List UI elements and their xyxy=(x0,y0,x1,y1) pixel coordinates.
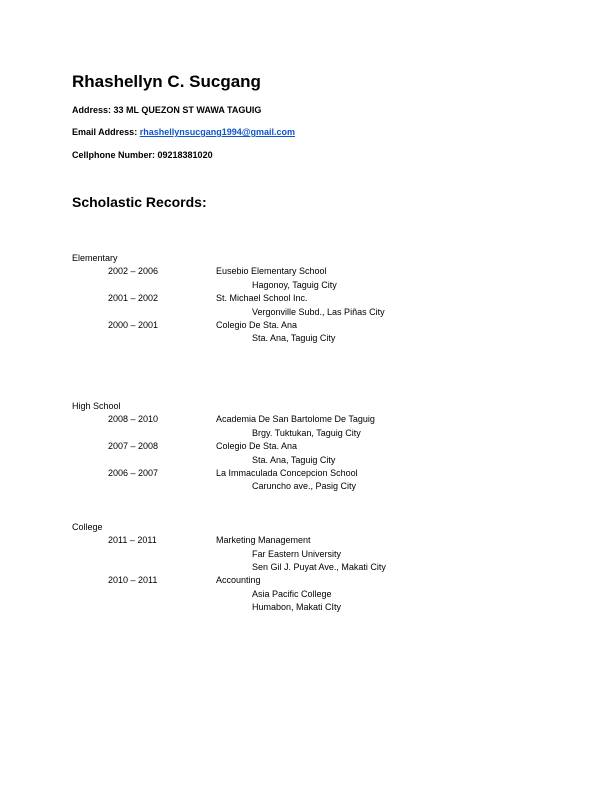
high-school-years: 2006 – 2007 xyxy=(108,468,159,478)
phone-label: Cellphone Number: xyxy=(72,150,158,160)
scholastic-records-heading: Scholastic Records: xyxy=(72,194,207,210)
elementary-years: 2000 – 2001 xyxy=(108,320,159,330)
elementary-school: Eusebio Elementary School xyxy=(216,266,327,276)
elementary-school: St. Michael School Inc. xyxy=(216,293,308,303)
college-years: 2010 – 2011 xyxy=(108,575,158,585)
applicant-name: Rhashellyn C. Sucgang xyxy=(72,72,261,91)
high-school-label: High School xyxy=(72,401,121,411)
address-label: Address: xyxy=(72,105,114,115)
college-course: Accounting xyxy=(216,575,261,585)
phone-line xyxy=(72,150,213,160)
high-school-place: Sta. Ana, Taguig City xyxy=(252,455,336,465)
high-school-place: Brgy. Tuktukan, Taguig City xyxy=(252,428,361,438)
high-school-school: Colegio De Sta. Ana xyxy=(216,441,298,451)
college-course: Marketing Management xyxy=(216,535,311,545)
elementary-school: Colegio De Sta. Ana xyxy=(216,320,298,330)
college-place: Sen Gil J. Puyat Ave., Makati City xyxy=(252,562,386,572)
phone-value: 09218381020 xyxy=(157,150,213,160)
high-school-years: 2007 – 2008 xyxy=(108,441,159,451)
email-line xyxy=(72,127,295,137)
high-school-years: 2008 – 2010 xyxy=(108,414,159,424)
college-place: Humabon, Makati CIty xyxy=(252,602,342,612)
high-school-school: La Immaculada Concepcion School xyxy=(216,468,358,478)
elementary-years: 2001 – 2002 xyxy=(108,293,159,303)
elementary-label: Elementary xyxy=(72,253,118,263)
college-label: College xyxy=(72,522,103,532)
high-school-place: Caruncho ave., Pasig City xyxy=(252,481,357,491)
elementary-place: Vergonville Subd., Las Piñas City xyxy=(252,307,385,317)
college-years: 2011 – 2011 xyxy=(108,535,157,545)
college-school: Far Eastern University xyxy=(252,549,342,559)
email-label: Email Address: xyxy=(72,127,140,137)
address-line xyxy=(72,105,261,115)
elementary-place: Hagonoy, Taguig City xyxy=(252,280,337,290)
elementary-place: Sta. Ana, Taguig City xyxy=(252,333,336,343)
college-school: Asia Pacific College xyxy=(252,589,332,599)
elementary-years: 2002 – 2006 xyxy=(108,266,159,276)
high-school-school: Academia De San Bartolome De Taguig xyxy=(216,414,375,424)
email-link[interactable]: rhashellynsucgang1994@gmail.com xyxy=(139,127,296,137)
address-value: 33 ML QUEZON ST WAWA TAGUIG xyxy=(113,105,262,115)
